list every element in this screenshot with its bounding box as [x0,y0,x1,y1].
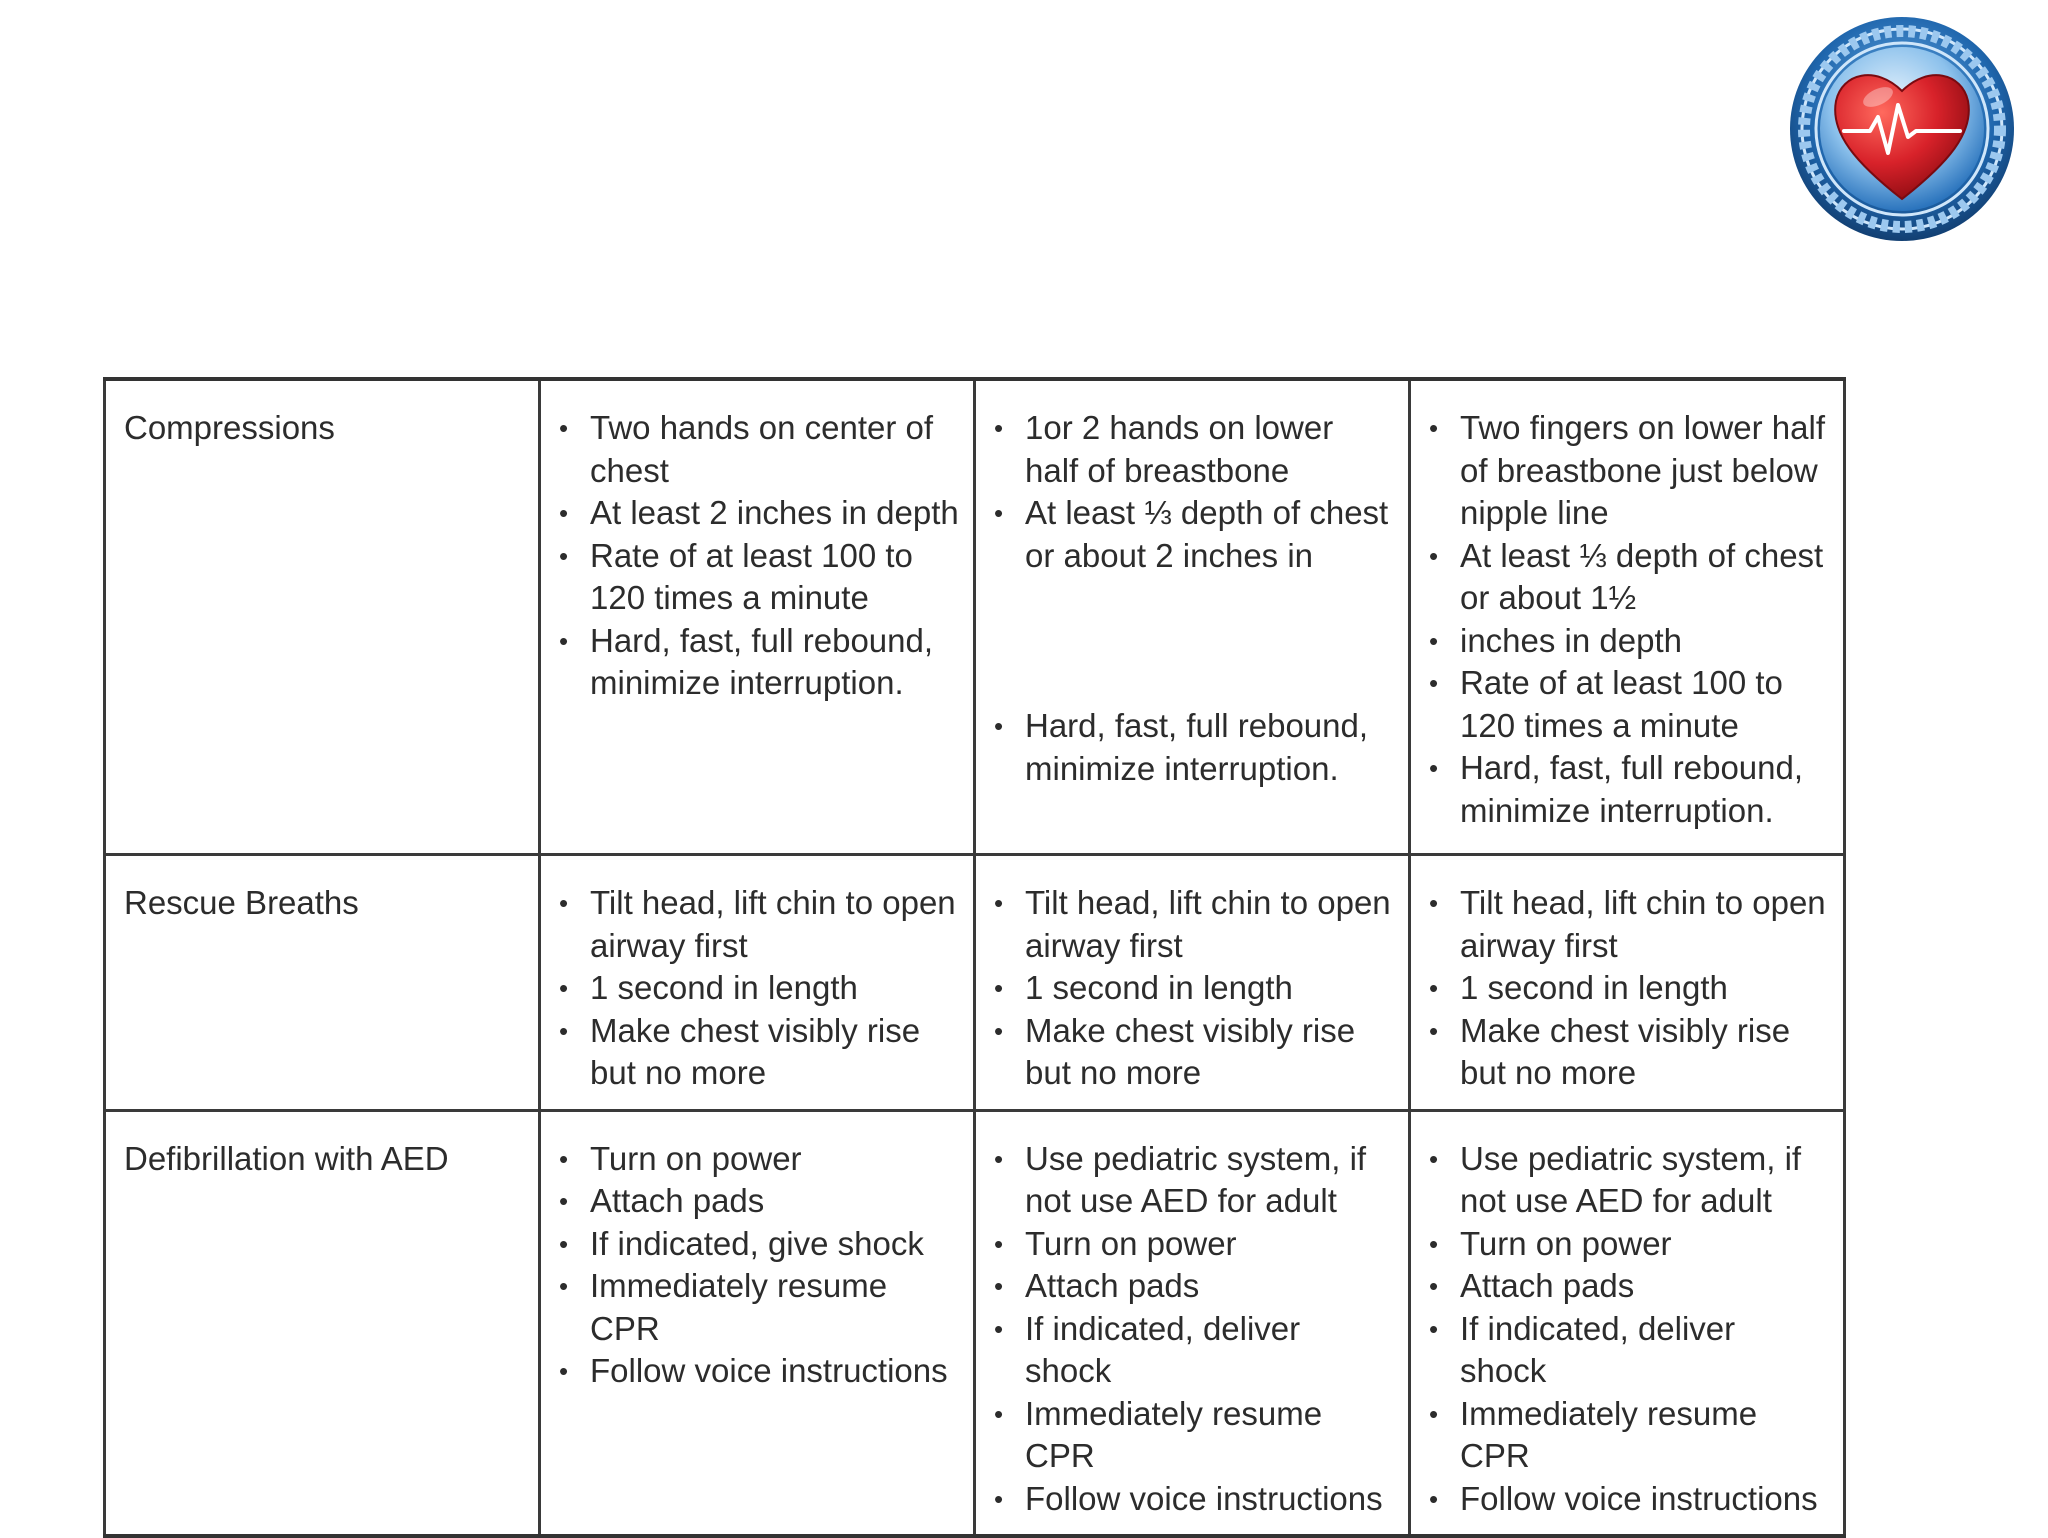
table-cell [975,379,1410,855]
bullet-item: • Immediately resume CPR [1425,1393,1829,1478]
bullet-item: • Use pediatric system, if not use AED for adult [1425,1138,1829,1223]
bullet-item: • At least 2 inches in depth [555,492,959,535]
row-label: Defibrillation with AED [124,1139,449,1177]
table-cell [1410,379,1845,855]
bullet-item: • Tilt head, lift chin to open airway first [990,882,1394,967]
bullet-item: • Two hands on center of chest [555,407,959,492]
bullet-item: • At least ⅓ depth of chest or about 2 inches in [990,492,1394,577]
bullet-item: • If indicated, give shock [555,1223,959,1266]
bullet-item: • Make chest visibly rise but no more [990,1010,1394,1095]
bullet-item: • Use pediatric system, if not use AED for adult [990,1138,1394,1223]
bullet-item: • If indicated, deliver shock [990,1308,1394,1393]
bullet-item: • 1 second in length [555,967,959,1010]
table-body [105,379,1845,1536]
bullet-item: • Attach pads [990,1265,1394,1308]
table-cell [540,1110,975,1536]
row-label-cell [105,855,540,1111]
bullet-item: • Tilt head, lift chin to open airway first [1425,882,1829,967]
bullet-item: • Hard, fast, full rebound, minimize interruption. [990,705,1394,790]
cpr-guidelines-table [103,377,1846,1538]
row-label-cell [105,379,540,855]
heart-logo [1786,13,2018,245]
table-row [105,855,1845,1111]
row-label: Rescue Breaths [124,884,359,921]
bullet-item: • Turn on power [990,1223,1394,1266]
bullet-item: • Rate of at least 100 to 120 times a minute [555,535,959,620]
bullet-list [555,1138,959,1393]
table-cell [975,855,1410,1111]
table-cell [540,855,975,1111]
bullet-item: • Hard, fast, full rebound, minimize interruption. [1425,747,1829,832]
bullet-list [555,407,959,705]
bullet-item: • Immediately resume CPR [555,1265,959,1350]
bullet-item: • Follow voice instructions [1425,1478,1829,1521]
bullet-list [990,407,1394,790]
bullet-item: • Attach pads [555,1180,959,1223]
row-label-cell [105,1110,540,1536]
bullet-list [555,882,959,1095]
bullet-item: • Immediately resume CPR [990,1393,1394,1478]
table-cell [540,379,975,855]
bullet-list [990,1138,1394,1521]
bullet-item: • At least ⅓ depth of chest or about 1½ [1425,535,1829,620]
table-row [105,1110,1845,1536]
bullet-item: • If indicated, deliver shock [1425,1308,1829,1393]
bullet-item: • Make chest visibly rise but no more [555,1010,959,1095]
bullet-item: • Tilt head, lift chin to open airway first [555,882,959,967]
bullet-item: • 1 second in length [990,967,1394,1010]
bullet-list [990,882,1394,1095]
bullet-item: • Two fingers on lower half of breastbone just below nipple line [1425,407,1829,535]
bullet-item: • 1or 2 hands on lower half of breastbone [990,407,1394,492]
bullet-item: • Turn on power [555,1138,959,1181]
heart-ekg-icon [1786,13,2018,245]
bullet-item: • Attach pads [1425,1265,1829,1308]
bullet-item: • Follow voice instructions [990,1478,1394,1521]
table-cell [1410,855,1845,1111]
bullet-item: • 1 second in length [1425,967,1829,1010]
bullet-item: • Rate of at least 100 to 120 times a minute [1425,662,1829,747]
bullet-item: • Follow voice instructions [555,1350,959,1393]
bullet-list [1425,407,1829,832]
bullet-item: • Hard, fast, full rebound, minimize interruption. [555,620,959,705]
bullet-list [1425,882,1829,1095]
table-cell [975,1110,1410,1536]
bullet-item: • Make chest visibly rise but no more [1425,1010,1829,1095]
table-cell [1410,1110,1845,1536]
bullet-list [1425,1138,1829,1521]
bullet-item: • inches in depth [1425,620,1829,663]
row-label: Compressions [124,409,335,446]
table-row [105,379,1845,855]
bullet-item: • Turn on power [1425,1223,1829,1266]
